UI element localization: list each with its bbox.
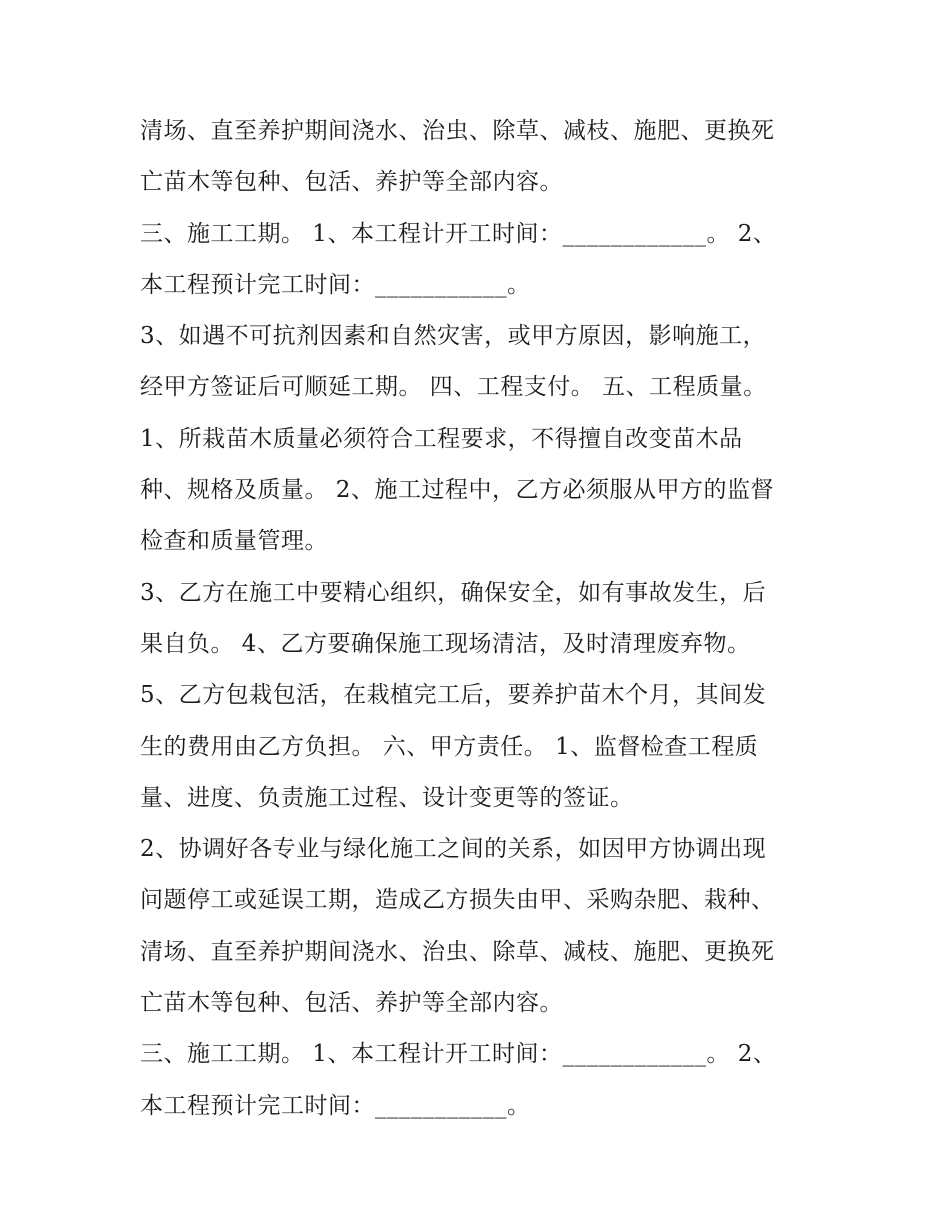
- text-line: 清场、直至养护期间浇水、治虫、除草、减枝、施肥、更换死: [140, 118, 775, 144]
- text-line: 问题停工或延误工期，造成乙方损失由甲、采购杂肥、栽种、: [140, 887, 775, 914]
- text-line: 果自负。 4、乙方要确保施工现场清洁，及时清理废弃物。: [140, 630, 751, 657]
- text-line: 经甲方签证后可顺延工期。 四、工程支付。 五、工程质量。: [140, 374, 767, 401]
- text-line: 亡苗木等包种、包活、养护等全部内容。: [140, 990, 563, 1017]
- document-body: [140, 106, 830, 1132]
- text-line: 三、施工工期。 1、本工程计开工时间：____________。 2、: [140, 1041, 777, 1068]
- text-line: 检查和质量管理。: [140, 528, 328, 555]
- text-line: 5、乙方包栽包活，在栽植完工后，要养护苗木个月，其间发: [140, 682, 767, 709]
- text-line: 1、所栽苗木质量必须符合工程要求，不得擅自改变苗木品: [140, 425, 743, 452]
- text-line: 清场、直至养护期间浇水、治虫、除草、减枝、施肥、更换死: [140, 938, 775, 965]
- text-line: 三、施工工期。 1、本工程计开工时间：____________。 2、: [140, 220, 777, 247]
- text-line: 本工程预计完工时间：___________。: [140, 271, 531, 298]
- text-line: 种、规格及质量。 2、施工过程中，乙方必须服从甲方的监督: [140, 477, 774, 504]
- text-line: 本工程预计完工时间：___________。: [140, 1092, 531, 1119]
- text-line: 3、如遇不可抗剂因素和自然灾害，或甲方原因，影响施工，: [140, 323, 767, 350]
- text-line: 3、乙方在施工中要精心组织，确保安全，如有事故发生，后: [140, 579, 767, 606]
- text-line: 亡苗木等包种、包活、养护等全部内容。: [140, 169, 563, 196]
- text-line: 量、进度、负责施工过程、设计变更等的签证。: [140, 784, 634, 811]
- text-line: 生的费用由乙方负担。 六、甲方责任。 1、监督检查工程质: [140, 733, 759, 760]
- text-line: 2、协调好各专业与绿化施工之间的关系，如因甲方协调出现: [140, 836, 767, 863]
